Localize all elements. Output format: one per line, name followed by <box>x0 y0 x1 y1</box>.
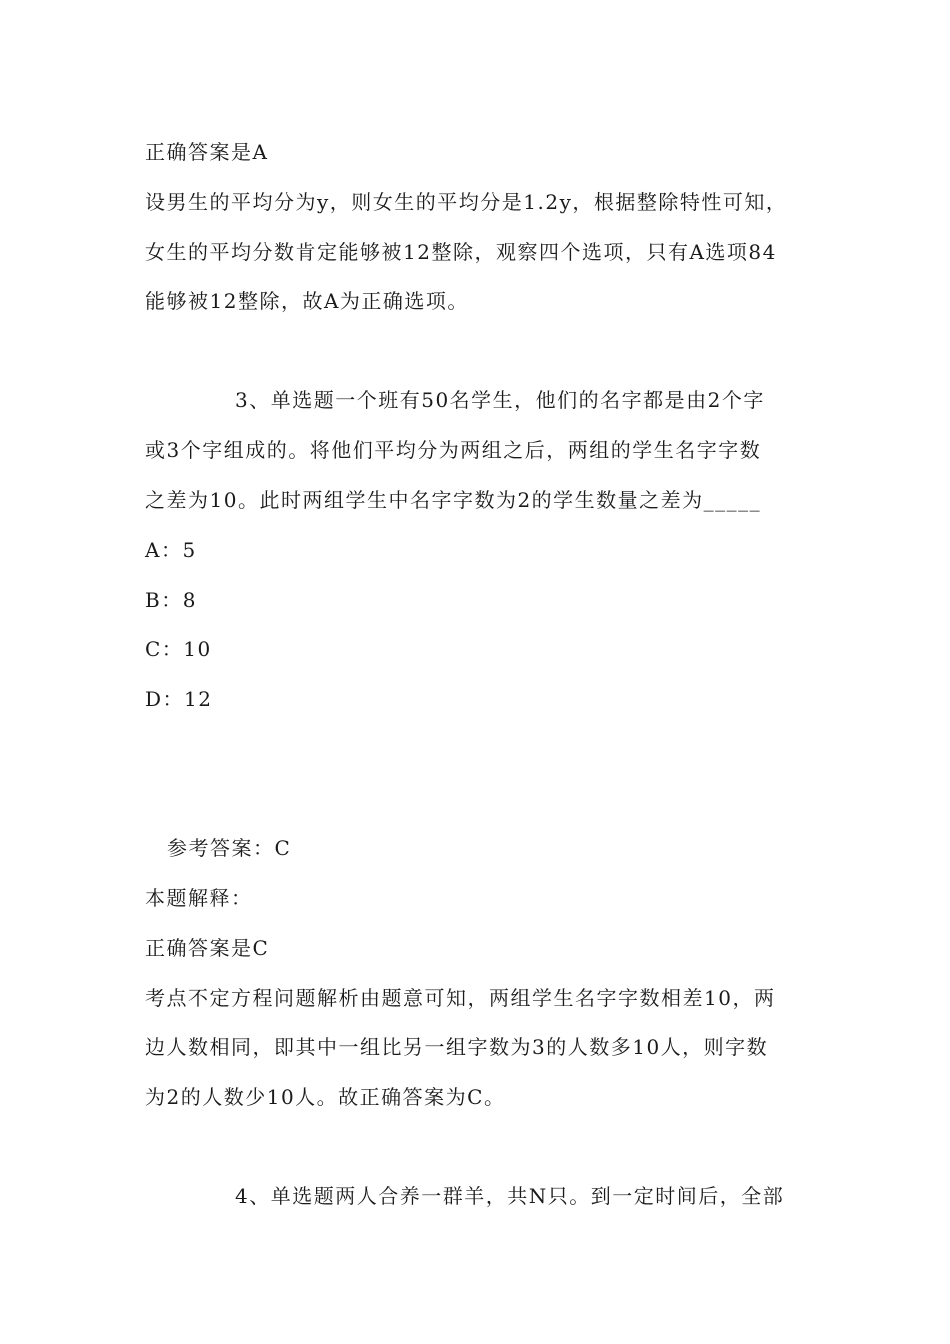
prev-explanation-line: 能够被12整除，故A为正确选项。 <box>145 289 469 313</box>
q3-option-c: C：10 <box>145 637 212 661</box>
q3-reference-answer: 参考答案：C <box>167 836 292 860</box>
prev-correct-answer: 正确答案是A <box>145 140 269 164</box>
q3-option-a: A：5 <box>145 538 197 562</box>
q3-correct-answer: 正确答案是C <box>145 936 270 960</box>
q3-explanation-line: 考点不定方程问题解析由题意可知，两组学生名字字数相差10，两 <box>145 986 776 1010</box>
q3-stem-line: 或3个字组成的。将他们平均分为两组之后，两组的学生名字字数 <box>145 438 762 462</box>
q3-explanation-label: 本题解释： <box>145 886 253 910</box>
q3-stem-line: 之差为10。此时两组学生中名字字数为2的学生数量之差为_____ <box>145 488 762 512</box>
q3-stem-line: 3、单选题一个班有50名学生，他们的名字都是由2个字 <box>235 388 765 412</box>
prev-explanation-line: 设男生的平均分为y，则女生的平均分是1.2y，根据整除特性可知， <box>145 190 788 214</box>
q4-stem-line: 4、单选题两人合养一群羊，共N只。到一定时间后，全部 <box>235 1184 785 1208</box>
q3-option-b: B：8 <box>145 588 197 612</box>
q3-explanation-line: 边人数相同，即其中一组比另一组字数为3的人数多10人，则字数 <box>145 1035 769 1059</box>
q3-explanation-line: 为2的人数少10人。故正确答案为C。 <box>145 1085 506 1109</box>
prev-explanation-line: 女生的平均分数肯定能够被12整除，观察四个选项，只有A选项84 <box>145 240 777 264</box>
q3-option-d: D：12 <box>145 687 213 711</box>
